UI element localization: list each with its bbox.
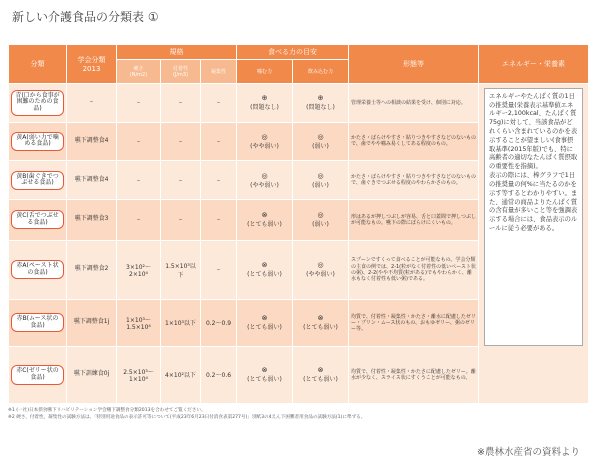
swallow-text: (弱い) xyxy=(312,142,329,150)
swallow-mark: ⊗ xyxy=(317,314,324,323)
hardness-cell: 3×10²～2×10⁴ xyxy=(117,240,161,299)
chewing-mark: ⊗ xyxy=(261,211,268,220)
category-badge: 赤B(ムース状の食品) xyxy=(11,313,64,332)
society-cell: 嚥下調整食1j xyxy=(67,299,117,346)
category-badge: 青(口から食事が困難のための食品) xyxy=(11,90,64,116)
swallow-mark: ⊕ xyxy=(317,94,324,103)
header-energy: エネルギー・栄養素 xyxy=(479,45,589,84)
energy-paragraph-1: エネルギーやたんぱく質の1日の推奨量(栄養表示基準値エネルギー2,100kcal、たんぱく質75g)に対して、当該食品がどれくらい含まれているのかを表示することが望ましい(食事摂取基準(2015年版)でも、特に高齢者の適切なたんぱく質摂取の重要性を指摘)。 xyxy=(489,92,578,171)
swallow-cell xyxy=(293,240,349,299)
subheader-chewing: 噛む力 xyxy=(237,60,293,83)
swallow-text: (弱い) xyxy=(312,221,329,229)
footnote-1: ※1 (一社)日本摂食嚥下リハビリテーション学会嚥下調整食分類2013を合わせてご覧ください。 xyxy=(8,408,206,413)
swallow-cell xyxy=(293,299,349,346)
classification-table xyxy=(8,44,589,404)
swallow-cell xyxy=(293,83,349,122)
chewing-cell xyxy=(237,200,293,241)
society-cell: 嚥下訓練食0j xyxy=(67,346,117,403)
adhesion-cell: – xyxy=(161,122,201,161)
shape-cell: スプーンですくって食べることが可能なもの。学会分類の主食の例では、2-1(粒がなく付着性の低いペースト状の粥)、2-2(やや不均質(粒がある)でもやわらかく、離水もなく付着性も低い粥)である。 xyxy=(349,240,479,299)
chewing-text: (とても弱い) xyxy=(247,221,282,229)
category-badge: 黄A(弱い力で噛める食品) xyxy=(11,132,64,151)
adhesion-cell: – xyxy=(161,161,201,200)
adhesion-unit: (J/m3) xyxy=(172,72,189,79)
swallow-text: (やや弱い) xyxy=(306,271,335,279)
row-label xyxy=(9,200,67,241)
chewing-text: (やや弱い) xyxy=(250,181,279,189)
adhesion-label: 付着性 xyxy=(172,66,188,73)
hardness-cell: – xyxy=(117,83,161,122)
society-cell: 嚥下調整食3 xyxy=(67,200,117,241)
chewing-cell xyxy=(237,240,293,299)
header-spec: 規格 xyxy=(117,45,237,60)
subheader-swallow: 飲み込む力 xyxy=(293,60,349,83)
chewing-cell xyxy=(237,346,293,403)
swallow-mark: ◎ xyxy=(317,211,324,220)
chewing-mark: ⊗ xyxy=(261,314,268,323)
adhesion-cell: 1.5×10³以下 xyxy=(161,240,201,299)
adhesion-cell: 4×10²以下 xyxy=(161,346,201,403)
chewing-text: (とても弱い) xyxy=(247,324,282,332)
shape-cell: 均質で、付着性・凝集性・かたさに配慮したゼリー。離水が少なく、スライス状にすくうことが可能なもの。 xyxy=(349,346,479,403)
footnotes xyxy=(8,408,365,422)
row-label xyxy=(9,161,67,200)
chewing-cell xyxy=(237,299,293,346)
header-eating: 食べる力の目安 xyxy=(237,45,349,60)
society-cell: – xyxy=(67,83,117,122)
hardness-unit: (N/m2) xyxy=(129,72,148,79)
header-society: 学会分類2013 xyxy=(67,45,117,84)
swallow-cell xyxy=(293,122,349,161)
footnote-2: ※2 硬さ、付着性、凝集性の試験方法は、「特別用途食品の表示許可等について(平成23年6月23日付消食表第277号)」別紙3の4えん下困難者用食品の試験方法(1)に準ずる。 xyxy=(8,414,366,420)
subheader-adhesion xyxy=(161,60,201,83)
subheader-hardness xyxy=(117,60,161,83)
chewing-text: (やや弱い) xyxy=(250,142,279,150)
swallow-text: (問題なし) xyxy=(306,104,335,112)
shape-cell: かたさ・ばらけやすさ・貼りつきやすさなどのないもので、歯でやや噛み易くしてある程度のもの。 xyxy=(349,122,479,161)
chewing-text: (とても弱い) xyxy=(247,376,282,384)
shape-cell: 均質で、付着性・凝集性・かたさ・離水に配慮したゼリー・プリン・ムース状のもの、おもゆゼリー、粥のゼリー等。 xyxy=(349,299,479,346)
page-title: 新しい介護食品の分類表 ① xyxy=(12,10,159,24)
chewing-mark: ⊗ xyxy=(261,366,268,375)
category-badge: 黄C(舌でつぶせる食品) xyxy=(11,210,64,229)
cohesion-cell: – xyxy=(201,122,237,161)
row-label xyxy=(9,83,67,122)
chewing-mark: ⊗ xyxy=(261,261,268,270)
swallow-text: (弱い) xyxy=(312,181,329,189)
swallow-mark: ◎ xyxy=(317,171,324,180)
swallow-mark: ◎ xyxy=(317,132,324,141)
chewing-text: (とても弱い) xyxy=(247,271,282,279)
source-note: ※農林水産省の資料より xyxy=(477,447,580,458)
row-label xyxy=(9,122,67,161)
table-row xyxy=(9,83,589,122)
hardness-cell: – xyxy=(117,161,161,200)
swallow-text: (とても弱い) xyxy=(303,324,338,332)
shape-cell: 管理栄養士等への相談の結果を受け、個別に対応。 xyxy=(349,83,479,122)
chewing-cell xyxy=(237,83,293,122)
category-badge: 赤C(ゼリー状の食品) xyxy=(11,365,64,384)
swallow-mark: ◎ xyxy=(317,261,324,270)
subheader-cohesion: 凝集性 xyxy=(201,60,237,83)
chewing-cell xyxy=(237,122,293,161)
category-badge: 赤A(ペースト状の食品) xyxy=(11,260,64,279)
energy-box xyxy=(484,88,583,346)
chewing-cell xyxy=(237,161,293,200)
swallow-cell xyxy=(293,161,349,200)
header-row xyxy=(9,45,589,60)
row-label xyxy=(9,240,67,299)
hardness-cell: 2.5×10³～1×10⁴ xyxy=(117,346,161,403)
swallow-text: (とても弱い) xyxy=(303,376,338,384)
shape-cell: かたさ・ばらけやすさ・貼りつきやすさなどのないもので、歯ぐきでつぶせる程度のやわらかさのもの。 xyxy=(349,161,479,200)
category-badge: 黄B(歯ぐきでつぶせる食品) xyxy=(11,171,64,190)
society-cell: 嚥下調整食4 xyxy=(67,122,117,161)
swallow-mark: ⊗ xyxy=(317,366,324,375)
adhesion-cell: – xyxy=(161,200,201,241)
energy-paragraph-2: 表示の際には、棒グラフで1日の推奨量の何%に当たるのかを示す等するとわかりやすい。また、通常の商品よりたんぱく質の含有量が多いこと等を強調表示する場合には、食品表示のルールに従う必要がある。 xyxy=(489,172,578,232)
chewing-mark: ◎ xyxy=(261,132,268,141)
cohesion-cell: – xyxy=(201,200,237,241)
adhesion-cell: – xyxy=(161,83,201,122)
cohesion-cell: – xyxy=(201,83,237,122)
cohesion-cell: 0.2～0.6 xyxy=(201,346,237,403)
shape-cell: 形はあるが押しつぶしが容易、舌と口蓋間で押しつぶしが可能なもの。嚥下の際にばらけにくいもの。 xyxy=(349,200,479,241)
row-label xyxy=(9,346,67,403)
chewing-mark: ◎ xyxy=(261,171,268,180)
hardness-cell: – xyxy=(117,122,161,161)
row-label xyxy=(9,299,67,346)
header-category: 分類 xyxy=(9,45,67,84)
chewing-mark: ⊕ xyxy=(261,94,268,103)
swallow-cell xyxy=(293,346,349,403)
society-cell: 嚥下調整食2 xyxy=(67,240,117,299)
swallow-cell xyxy=(293,200,349,241)
cohesion-cell: – xyxy=(201,161,237,200)
energy-cell xyxy=(479,83,589,403)
hardness-cell: 1×10³～1.5×10⁴ xyxy=(117,299,161,346)
hardness-cell: – xyxy=(117,200,161,241)
cohesion-cell: 0.2～0.9 xyxy=(201,299,237,346)
cohesion-cell: – xyxy=(201,240,237,299)
society-cell: 嚥下調整食4 xyxy=(67,161,117,200)
chewing-text: (問題なし) xyxy=(250,104,279,112)
hardness-label: 硬さ xyxy=(133,66,144,73)
adhesion-cell: 1×10³以下 xyxy=(161,299,201,346)
header-shape: 形態等 xyxy=(349,45,479,84)
